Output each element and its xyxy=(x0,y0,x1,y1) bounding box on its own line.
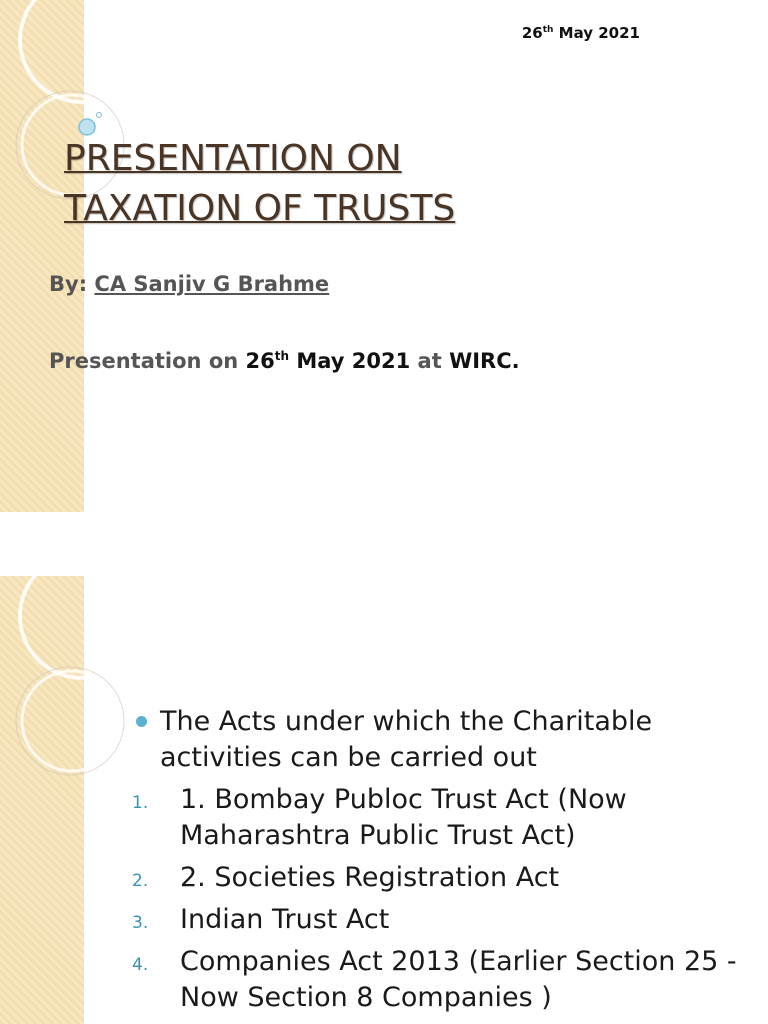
list-item: 4. Companies Act 2013 (Earlier Section 25 -Now Section 8 Companies ) xyxy=(132,946,737,1013)
decorative-side-band xyxy=(0,576,84,1024)
author-name: CA Sanjiv G Brahme xyxy=(94,272,330,296)
byline xyxy=(49,272,329,296)
slide-title xyxy=(64,134,704,234)
title-line-2: TAXATION OF TRUSTS xyxy=(64,188,456,229)
title-line-1: PRESENTATION ON xyxy=(64,138,402,179)
intro-bullet: The Acts under which the Charitable activities can be carried out xyxy=(132,704,742,776)
slide-content xyxy=(132,704,742,1022)
list-item: 3. Indian Trust Act xyxy=(132,904,390,935)
list-item: 2. 2. Societies Registration Act xyxy=(132,862,560,893)
bullet-icon xyxy=(136,716,147,727)
list-item: 1. 1. Bombay Publoc Trust Act (Now Maharashtra Public Trust Act) xyxy=(132,784,627,851)
by-label: By: xyxy=(49,272,88,296)
slide-date: 26th May 2021 xyxy=(521,24,640,42)
content-slide xyxy=(0,576,768,1024)
presentation-line: Presentation on 26th May 2021 at WIRC. xyxy=(49,349,520,373)
decorative-side-band xyxy=(0,0,84,512)
